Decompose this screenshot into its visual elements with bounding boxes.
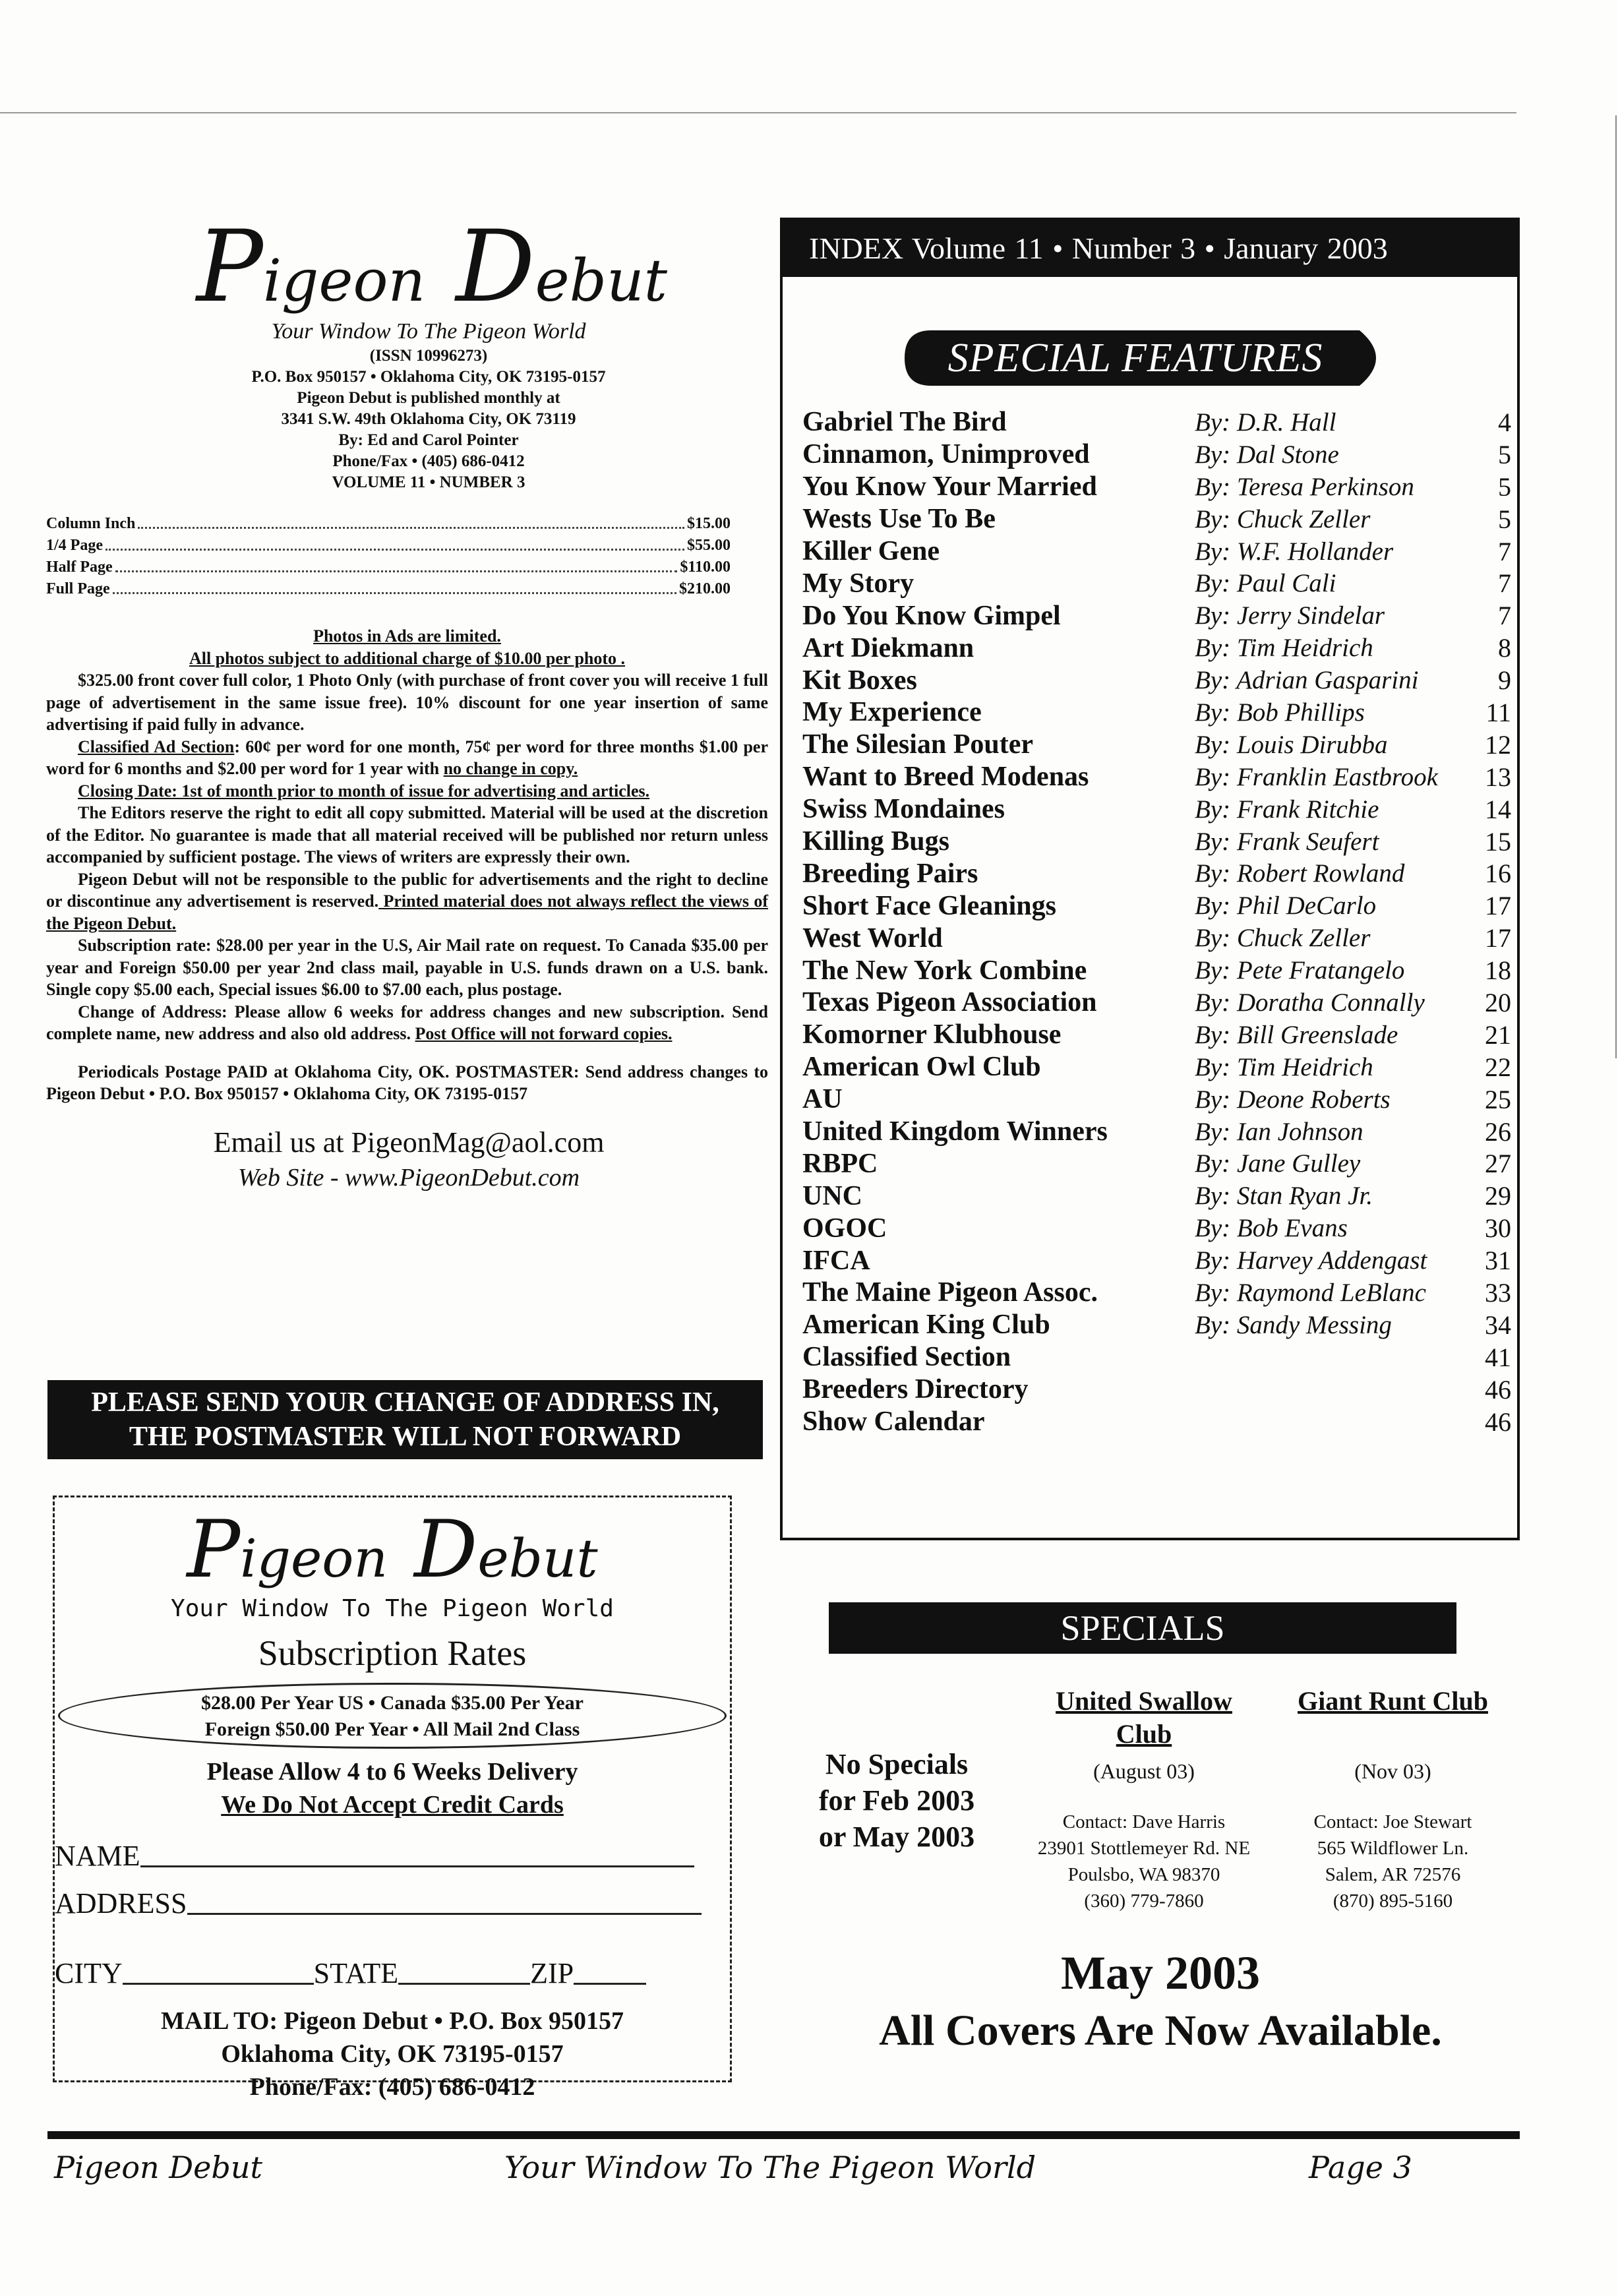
feature-row: OGOC By: Bob Evans 30	[802, 1213, 1511, 1244]
publishers: By: Ed and Carol Pointer	[338, 431, 519, 449]
mail-to	[55, 2005, 730, 2103]
special-features-title: SPECIAL FEATURES	[947, 336, 1323, 380]
no-specials-line: No Specials	[825, 1748, 969, 1780]
specials-title: SPECIALS	[829, 1602, 1456, 1654]
feature-row: My Experience By: Bob Phillips 11	[802, 697, 1511, 728]
address-field[interactable]	[55, 1873, 730, 1920]
club-date: (August 03)	[1093, 1759, 1195, 1783]
delivery-note	[55, 1755, 730, 1821]
coupon-tagline: Your Window To The Pigeon World	[171, 1595, 614, 1622]
feature-row: Want to Breed Modenas By: Franklin Eastbrook 13	[802, 762, 1511, 793]
scan-edge-mark	[1615, 115, 1617, 1058]
feature-row: Wests Use To Be By: Chuck Zeller 5	[802, 504, 1511, 535]
index-header: INDEX Volume 11 • Number 3 • January 2003	[783, 220, 1517, 277]
name-line[interactable]	[140, 1865, 694, 1867]
covers-available: All Covers Are Now Available.	[879, 2007, 1442, 2055]
pigeon-debut-logo: Pigeon Debut	[196, 210, 668, 324]
feature-row: West World By: Chuck Zeller 17	[802, 922, 1511, 953]
features-list	[802, 406, 1517, 1438]
banner-line: PLEASE SEND YOUR CHANGE OF ADDRESS IN,	[91, 1387, 719, 1418]
feature-row: Breeders Directory 46	[802, 1374, 1511, 1405]
address-label: ADDRESS	[55, 1887, 187, 1919]
footer-tagline: Your Window To The Pigeon World	[504, 2150, 1036, 2185]
no-specials-line: or May 2003	[818, 1821, 975, 1853]
feature-row: Show Calendar 46	[802, 1406, 1511, 1437]
footer-rule	[47, 2131, 1520, 2139]
may-2003-heading: May 2003	[1061, 1947, 1260, 1999]
cover-ad-note: $325.00 front cover full color, 1 Photo Only (with purchase of front cover you will receive 1 full page of advertisement in the same issue free). 10% discount for one year insertion of same advertising if paid fully in advance.	[46, 671, 768, 734]
street-address: 3341 S.W. 49th Oklahoma City, OK 73119	[281, 410, 576, 428]
coupon-title: Subscription Rates	[258, 1633, 527, 1673]
editors-note: The Editors reserve the right to edit all copy submitted. Material will be used at the discretion of the Editor. No guarantee is made that all material received will be published nor return unless accompanied by sufficient postage. The views of writers are expressly their own.	[46, 803, 768, 866]
club-special-giant-runt	[1279, 1685, 1507, 1914]
feature-row: Art Diekmann By: Tim Heidrich 8	[802, 632, 1511, 663]
phone-fax: Phone/Fax • (405) 686-0412	[332, 452, 525, 470]
coupon-logo: Pigeon Debut	[187, 1504, 598, 1596]
zip-line[interactable]	[574, 1982, 646, 1985]
feature-row: Swiss Mondaines By: Frank Ritchie 14	[802, 794, 1511, 825]
feature-row: IFCA By: Harvey Addengast 31	[802, 1245, 1511, 1276]
address-line[interactable]	[187, 1912, 702, 1915]
rates-line: Foreign $50.00 Per Year • All Mail 2nd Class	[204, 1718, 580, 1740]
mail-line: Oklahoma City, OK 73195-0157	[221, 2040, 564, 2068]
advertising-policy	[46, 625, 768, 1105]
email-line: Email us at PigeonMag@aol.com	[213, 1126, 605, 1159]
rates-line: $28.00 Per Year US • Canada $35.00 Per Year	[201, 1692, 584, 1714]
feature-row: Breeding Pairs By: Robert Rowland 16	[802, 858, 1511, 889]
feature-row: Kit Boxes By: Adrian Gasparini 9	[802, 665, 1511, 696]
feature-row: Killing Bugs By: Frank Seufert 15	[802, 826, 1511, 857]
state-line[interactable]	[398, 1982, 530, 1985]
feature-row: My Story By: Paul Cali 7	[802, 568, 1511, 599]
name-label: NAME	[55, 1840, 140, 1872]
top-rule	[0, 112, 1516, 113]
club-name: Giant Runt Club	[1298, 1686, 1488, 1716]
ad-rate-row: 1/4 Page $55.00	[46, 535, 731, 557]
subscription-coupon	[53, 1495, 732, 2101]
ad-rate-row: Full Page $210.00	[46, 578, 731, 600]
feature-row: The Silesian Pouter By: Louis Dirubba 12	[802, 729, 1511, 760]
city-label: CITY	[55, 1957, 123, 1989]
feature-row: RBPC By: Jane Gulley 27	[802, 1148, 1511, 1179]
change-of-address-note: Change of Address: Please allow 6 weeks for address changes and new subscription. Send complete name, new address and also old address. Post Office will not forward copies.	[46, 1002, 768, 1043]
masthead-tagline: Your Window To The Pigeon World	[271, 319, 586, 344]
footer-publication-name: Pigeon Debut	[54, 2150, 262, 2185]
feature-row: Killer Gene By: W.F. Hollander 7	[802, 536, 1511, 566]
special-features-badge	[905, 328, 1395, 388]
state-label: STATE	[313, 1957, 399, 1989]
feature-row: UNC By: Stan Ryan Jr. 29	[802, 1180, 1511, 1211]
no-specials-line: for Feb 2003	[818, 1784, 975, 1817]
name-field[interactable]	[55, 1825, 730, 1873]
ad-rate-row: Half Page $110.00	[46, 557, 731, 578]
feature-row: Gabriel The Bird By: D.R. Hall 4	[802, 407, 1511, 438]
no-credit-cards: We Do Not Accept Credit Cards	[221, 1791, 564, 1819]
change-of-address-banner	[47, 1380, 763, 1459]
allow-weeks: Please Allow 4 to 6 Weeks Delivery	[206, 1758, 578, 1786]
feature-row: AU By: Deone Roberts 25	[802, 1084, 1511, 1115]
feature-row: Cinnamon, Unimproved By: Dal Stone 5	[802, 439, 1511, 470]
club-contact: Contact: Dave Harris 23901 Stottlemeyer Rd. NE Poulsbo, WA 98370 (360) 779-7860	[1037, 1811, 1251, 1912]
subscription-rates-box	[58, 1683, 727, 1749]
feature-row: Short Face Gleanings By: Phil DeCarlo 17	[802, 890, 1511, 921]
city-state-zip-field[interactable]	[55, 1943, 730, 1990]
feature-row: United Kingdom Winners By: Ian Johnson 26	[802, 1116, 1511, 1147]
feature-row: American Owl Club By: Tim Heidrich 22	[802, 1052, 1511, 1083]
subscription-note: Subscription rate: $28.00 per year in the U.S, Air Mail rate on request. To Canada $35.00 per year and Foreign $50.00 per year 2nd class mail, payable in U.S. funds drawn on a U.S. bank. Single copy $5.00 each, Special issues $6.00 to $7.00 each, plus postage.	[46, 936, 768, 999]
club-contact: Contact: Joe Stewart 565 Wildflower Ln. Salem, AR 72576 (870) 895-5160	[1313, 1811, 1472, 1912]
club-name: United Swallow Club	[1056, 1686, 1232, 1749]
feature-row: Do You Know Gimpel By: Jerry Sindelar 7	[802, 600, 1511, 631]
responsibility-note: Pigeon Debut will not be responsible to the public for advertisements and the right to decline or discontinue any advertisement is reserved. Printed material does not always reflect the views of the Pigeon Debut.	[46, 869, 768, 933]
website-line: Web Site - www.PigeonDebut.com	[237, 1163, 580, 1192]
feature-row: You Know Your Married By: Teresa Perkinson 5	[802, 471, 1511, 502]
photos-limited: Photos in Ads are limited.	[313, 626, 501, 646]
publication-info	[86, 346, 771, 493]
feature-row: The New York Combine By: Pete Fratangelo 18	[802, 955, 1511, 986]
feature-row: American King Club By: Sandy Messing 34	[802, 1310, 1511, 1341]
club-date: (Nov 03)	[1354, 1759, 1431, 1783]
no-specials-note	[801, 1746, 992, 1855]
mail-line: MAIL TO: Pigeon Debut • P.O. Box 950157	[161, 2007, 624, 2035]
issn: (ISSN 10996273)	[369, 347, 488, 365]
club-special-united-swallow	[1029, 1685, 1259, 1914]
ad-rates-table	[46, 513, 731, 600]
volume-number: VOLUME 11 • NUMBER 3	[332, 473, 525, 491]
city-line[interactable]	[123, 1982, 314, 1985]
zip-label: ZIP	[530, 1957, 574, 1989]
feature-row: Classified Section 41	[802, 1342, 1511, 1373]
feature-row: The Maine Pigeon Assoc. By: Raymond LeBlanc 33	[802, 1277, 1511, 1308]
classified-rates: Classified Ad Section: 60¢ per word for one month, 75¢ per word for three months $1.00 per word for 6 months and $2.00 per word for 1 year with no change in copy.	[46, 737, 768, 778]
published-note: Pigeon Debut is published monthly at	[297, 389, 560, 407]
closing-date: Closing Date: 1st of month prior to month of issue for advertising and articles.	[78, 781, 650, 801]
page-number: Page 3	[1309, 2150, 1412, 2185]
photo-charge: All photos subject to additional charge of $10.00 per photo .	[189, 648, 626, 668]
masthead	[46, 210, 771, 1193]
feature-row: Komorner Klubhouse By: Bill Greenslade 21	[802, 1019, 1511, 1050]
mail-line: Phone/Fax: (405) 686-0412	[249, 2073, 535, 2101]
postmaster-note: Periodicals Postage PAID at Oklahoma City, OK. POSTMASTER: Send address changes to Pigeon Debut • P.O. Box 950157 • Oklahoma City, OK 73195-0157	[46, 1062, 768, 1103]
po-box: P.O. Box 950157 • Oklahoma City, OK 73195-0157	[251, 368, 606, 386]
ad-rate-row: Column Inch $15.00	[46, 513, 731, 535]
index-box	[780, 218, 1520, 1540]
banner-line: THE POSTMASTER WILL NOT FORWARD	[129, 1422, 682, 1452]
feature-row: Texas Pigeon Association By: Doratha Connally 20	[802, 987, 1511, 1018]
